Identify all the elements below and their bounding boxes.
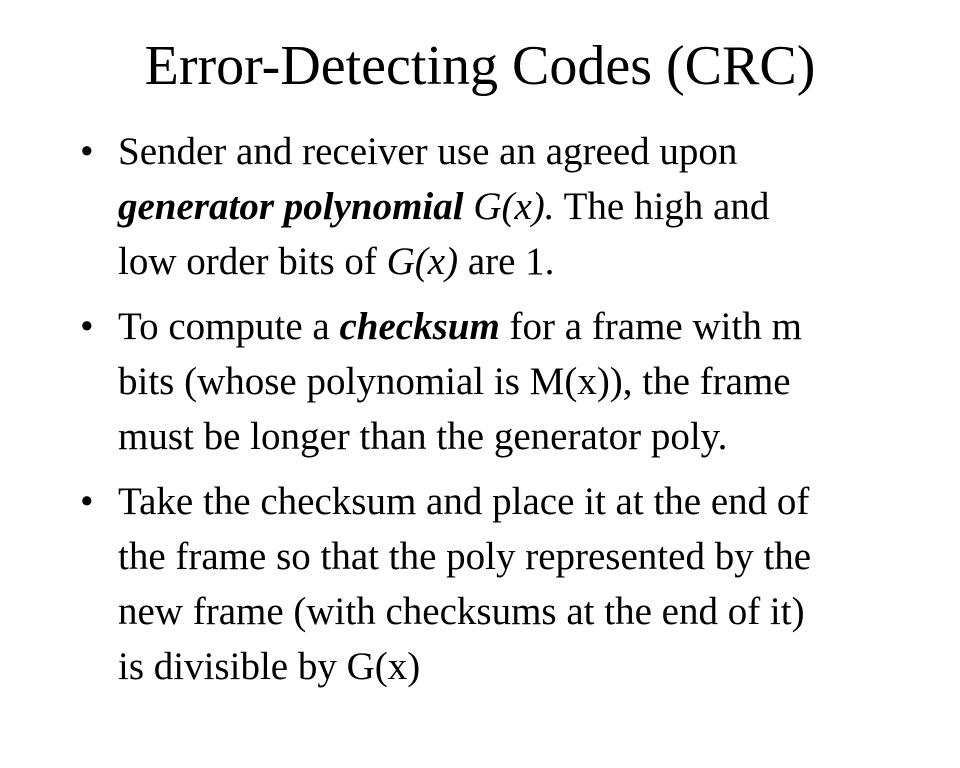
bullet-line: Sender and receiver use an agreed upon	[118, 130, 738, 173]
bullet-line: must be longer than the generator poly.	[118, 415, 728, 458]
bullet-line	[118, 234, 910, 289]
bullet-line: bits (whose polynomial is M(x)), the frame	[118, 360, 791, 403]
bullet-marker: •	[80, 305, 94, 348]
italic-text: G(x)	[386, 240, 459, 283]
plain-text: are 1.	[458, 240, 555, 283]
bullet-line: Take the checksum and place it at the end of	[118, 480, 810, 523]
emphasis-text: checksum	[339, 305, 500, 348]
bullet-marker: •	[80, 130, 94, 173]
plain-text: To compute a	[118, 305, 340, 348]
bullet-list	[80, 124, 910, 704]
bullet-line: is divisible by G(x)	[118, 645, 421, 688]
bullet-line: new frame (with checksums at the end of it)	[118, 590, 805, 633]
plain-text: for a frame with m	[499, 305, 802, 348]
bullet-line: the frame so that the poly represented by the	[118, 535, 812, 578]
bullet-item-generator	[80, 124, 910, 289]
plain-text: The high and	[554, 185, 770, 228]
italic-text: G(x).	[473, 185, 555, 228]
emphasis-text: generator polynomial	[118, 185, 464, 228]
bullet-line	[118, 179, 910, 234]
slide-title: Error-Detecting Codes (CRC)	[144, 35, 816, 97]
bullet-item-placement	[80, 474, 910, 694]
bullet-item-checksum	[80, 299, 910, 464]
plain-text: low order bits of	[118, 240, 387, 283]
bullet-marker: •	[80, 480, 94, 523]
bullet-line	[118, 299, 910, 354]
